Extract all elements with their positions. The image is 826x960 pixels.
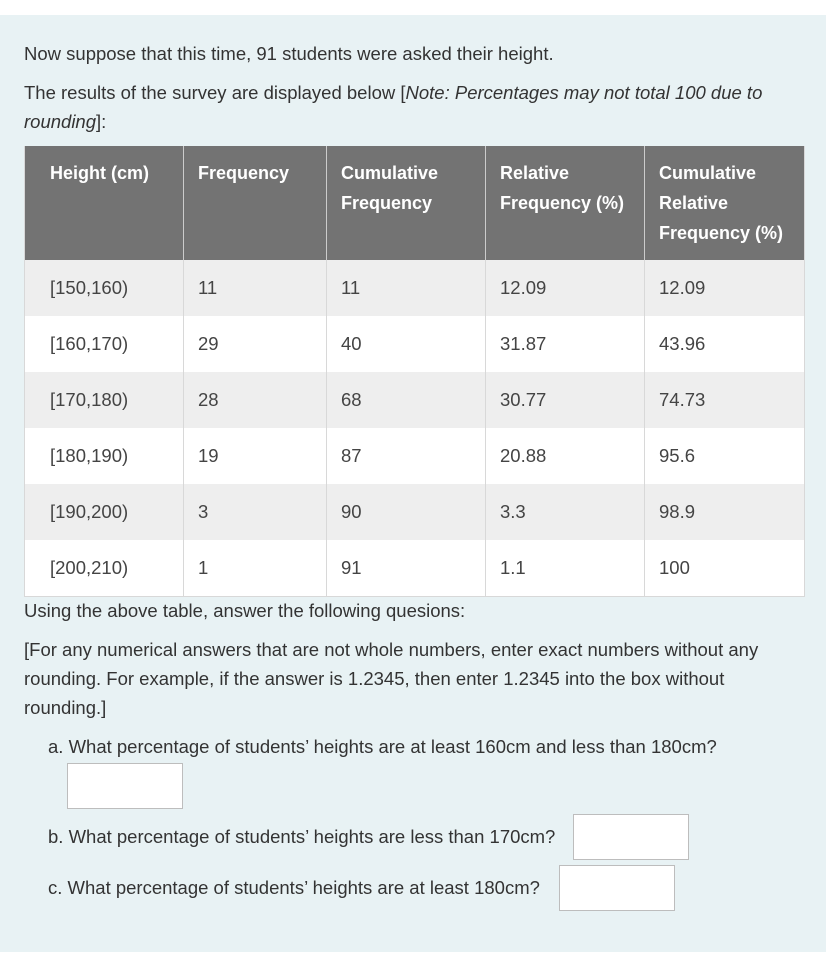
intro-note: Note: Percentages may not total 100 due to rounding	[24, 82, 763, 132]
answer-c-input[interactable]	[559, 865, 675, 911]
header-cumulative-relative-frequency: Cumulative Relative Frequency (%)	[645, 146, 805, 260]
cell-cumulative-relative-frequency: 100	[645, 540, 805, 596]
cell-relative-frequency: 1.1	[486, 540, 645, 596]
cell-relative-frequency: 20.88	[486, 428, 645, 484]
header-height: Height (cm)	[25, 146, 184, 260]
header-cumulative-frequency: Cumulative Frequency	[327, 146, 486, 260]
question-a: a. What percentage of students’ heights are at least 160cm and less than 180cm?	[48, 736, 717, 757]
frequency-table	[24, 146, 805, 597]
cell-cumulative-frequency: 91	[327, 540, 486, 596]
cell-cumulative-frequency: 90	[327, 484, 486, 540]
cell-frequency: 11	[184, 260, 327, 316]
question-c: c. What percentage of students’ heights are at least 180cm?	[48, 877, 540, 898]
cell-cumulative-relative-frequency: 98.9	[645, 484, 805, 540]
table-row	[25, 316, 805, 372]
question-b: b. What percentage of students’ heights are less than 170cm?	[48, 826, 556, 847]
cell-cumulative-relative-frequency: 74.73	[645, 372, 805, 428]
cell-frequency: 19	[184, 428, 327, 484]
table-header-row	[25, 146, 805, 260]
cell-cumulative-frequency: 68	[327, 372, 486, 428]
cell-frequency: 1	[184, 540, 327, 596]
cell-height: [200,210)	[25, 540, 184, 596]
table-row	[25, 260, 805, 316]
cell-height: [190,200)	[25, 484, 184, 540]
cell-cumulative-relative-frequency: 43.96	[645, 316, 805, 372]
intro-line-2-end: ]:	[96, 111, 107, 132]
cell-frequency: 28	[184, 372, 327, 428]
cell-relative-frequency: 3.3	[486, 484, 645, 540]
intro-line-2-start: The results of the survey are displayed below [	[24, 82, 406, 103]
cell-height: [170,180)	[25, 372, 184, 428]
cell-cumulative-relative-frequency: 95.6	[645, 428, 805, 484]
cell-relative-frequency: 31.87	[486, 316, 645, 372]
instructions-line-1: Using the above table, answer the following quesions:	[24, 600, 466, 621]
table-row	[25, 484, 805, 540]
instructions-line-2: [For any numerical answers that are not whole numbers, enter exact numbers without any rounding. For example, if the answer is 1.2345, then enter 1.2345 into the box without rounding.]	[24, 639, 759, 718]
cell-cumulative-frequency: 87	[327, 428, 486, 484]
cell-frequency: 29	[184, 316, 327, 372]
cell-frequency: 3	[184, 484, 327, 540]
answer-b-input[interactable]	[573, 814, 689, 860]
cell-cumulative-frequency: 40	[327, 316, 486, 372]
cell-cumulative-frequency: 11	[327, 260, 486, 316]
table-row	[25, 540, 805, 596]
header-relative-frequency: Relative Frequency (%)	[486, 146, 645, 260]
intro-line-1: Now suppose that this time, 91 students were asked their height.	[24, 43, 554, 64]
table-row	[25, 428, 805, 484]
intro-line-2	[24, 78, 794, 136]
cell-height: [160,170)	[25, 316, 184, 372]
cell-relative-frequency: 30.77	[486, 372, 645, 428]
cell-cumulative-relative-frequency: 12.09	[645, 260, 805, 316]
question-panel	[0, 15, 826, 952]
answer-a-input[interactable]	[67, 763, 183, 809]
header-frequency: Frequency	[184, 146, 327, 260]
cell-height: [180,190)	[25, 428, 184, 484]
table-row	[25, 372, 805, 428]
cell-height: [150,160)	[25, 260, 184, 316]
cell-relative-frequency: 12.09	[486, 260, 645, 316]
